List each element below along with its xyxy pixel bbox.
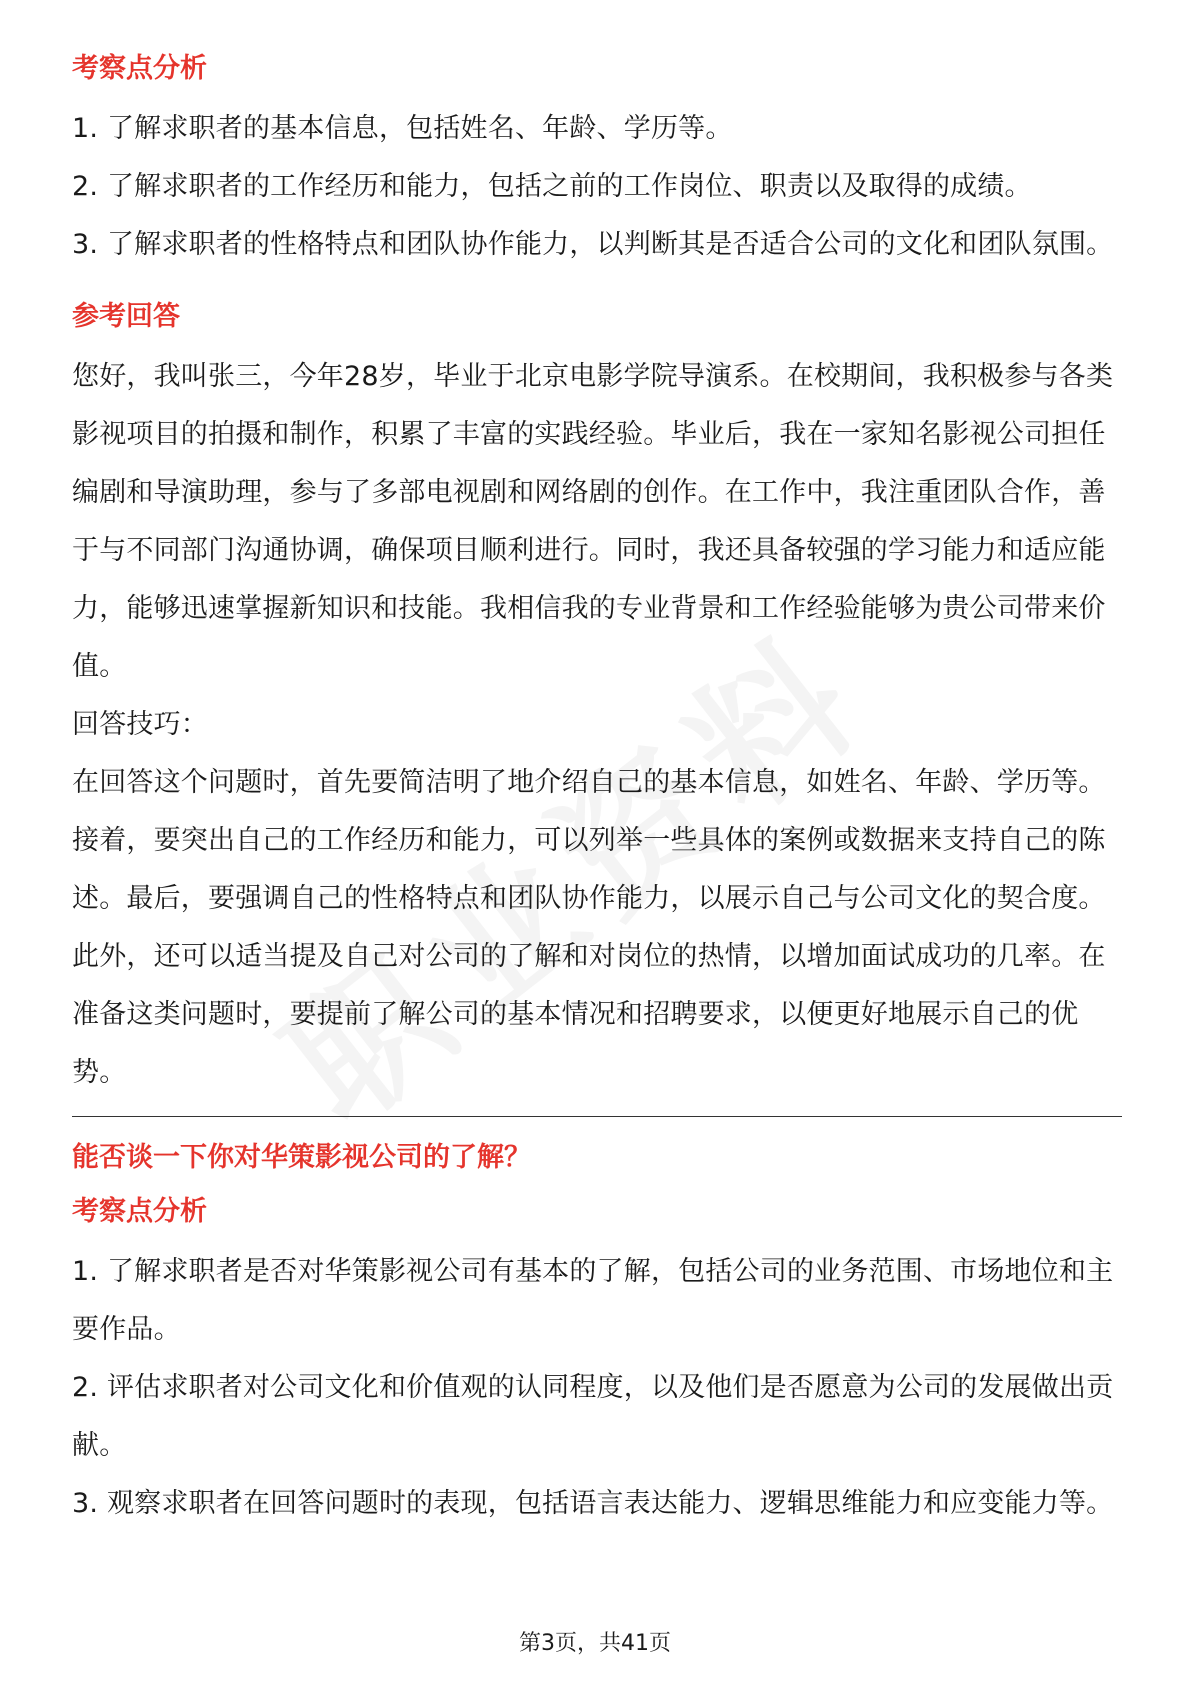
tips-label: 回答技巧： — [72, 709, 208, 740]
analysis-item-3: 3. 了解求职者的性格特点和团队协作能力，以判断其是否适合公司的文化和团队氛围。 — [72, 229, 1114, 260]
analysis2-item-3: 3. 观察求职者在回答问题时的表现，包括语言表达能力、逻辑思维能力和应变能力等。 — [72, 1488, 1114, 1519]
page-number: 第3页，共41页 — [519, 1631, 671, 1656]
reference-answer-heading: 参考回答 — [72, 301, 180, 332]
analysis-item-2: 2. 了解求职者的工作经历和能力，包括之前的工作岗位、职责以及取得的成绩。 — [72, 171, 1032, 202]
reference-answer-text: 您好，我叫张三，今年28岁，毕业于北京电影学院导演系。在校期间，我积极参与各类影视项目的拍摄和制作，积累了丰富的实践经验。毕业后，我在一家知名影视公司担任编剧和导演助理，参与了多部电视剧和网络剧的创作。在工作中，我注重团队合作，善于与不同部门沟通协调，确保项目顺利进行。同时，我还具备较强的学习能力和适应能力，能够迅速掌握新知识和技能。我相信我的专业背景和工作经验能够为贵公司带来价值。 — [72, 361, 1114, 682]
question-title: 能否谈一下你对华策影视公司的了解？ — [72, 1142, 531, 1173]
analysis-heading-2: 考察点分析 — [72, 1196, 207, 1227]
analysis2-item-1: 1. 了解求职者是否对华策影视公司有基本的了解，包括公司的业务范围、市场地位和主要作品。 — [72, 1256, 1114, 1345]
section-divider — [72, 1116, 1122, 1117]
analysis-item-1: 1. 了解求职者的基本信息，包括姓名、年龄、学历等。 — [72, 113, 733, 144]
document-page — [72, 48, 1122, 1533]
analysis-heading: 考察点分析 — [72, 53, 207, 84]
tips-text: 在回答这个问题时，首先要简洁明了地介绍自己的基本信息，如姓名、年龄、学历等。接着，要突出自己的工作经历和能力，可以列举一些具体的案例或数据来支持自己的陈述。最后，要强调自己的性格特点和团队协作能力，以展示自己与公司文化的契合度。此外，还可以适当提及自己对公司的了解和对岗位的热情，以增加面试成功的几率。在准备这类问题时，要提前了解公司的基本情况和招聘要求，以便更好地展示自己的优势。 — [72, 767, 1106, 1088]
analysis2-item-2: 2. 评估求职者对公司文化和价值观的认同程度，以及他们是否愿意为公司的发展做出贡献。 — [72, 1372, 1114, 1461]
